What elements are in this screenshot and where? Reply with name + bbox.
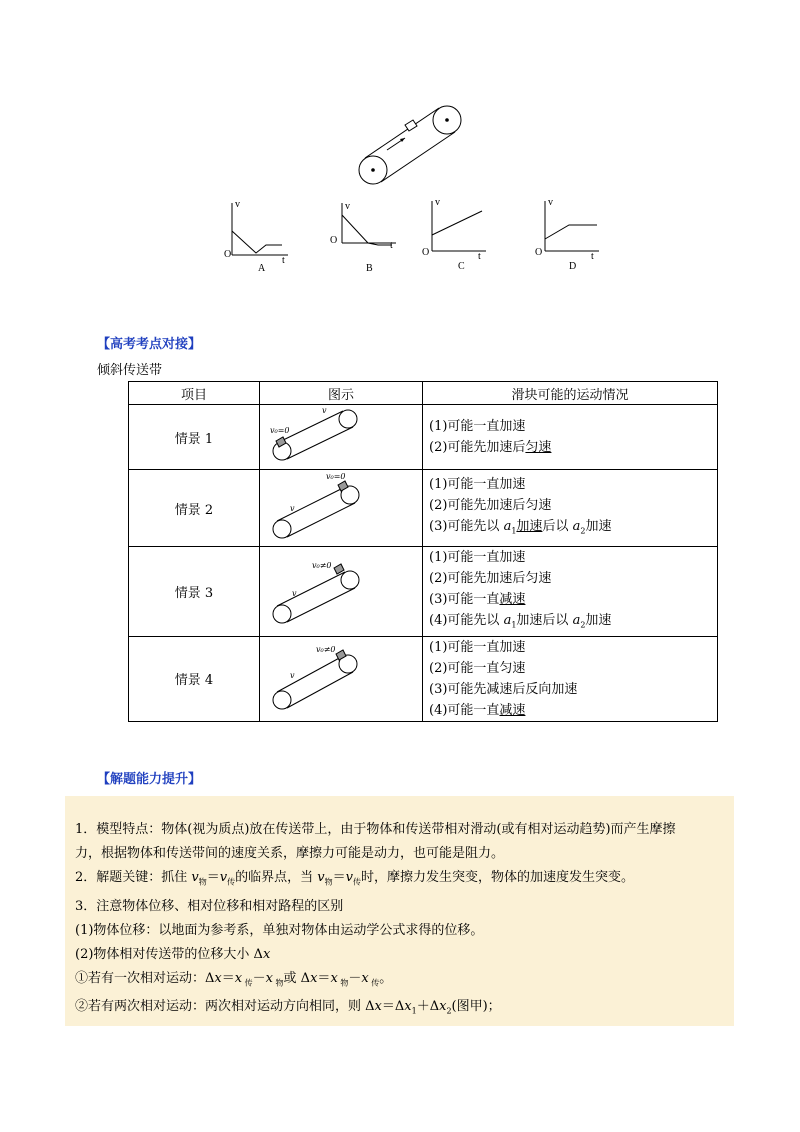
axis-v: v (548, 197, 553, 208)
section-subheading: 倾斜传送带 (97, 363, 163, 378)
graph-label: C (458, 261, 465, 272)
graph-label: D (569, 261, 577, 272)
paragraph: 2．解题关键：抓住 $v_物=v_传$的临界点，当 $v_物=v_传$时，摩擦力发生突变，物体的加速度发生突变。 (75, 870, 635, 887)
scenario-table (128, 381, 718, 722)
axis-o: O (535, 247, 543, 258)
vt-graph-d (533, 195, 605, 275)
axis-o: O (224, 249, 232, 260)
vt-graph-b (328, 195, 402, 275)
scenario-figure (260, 405, 423, 470)
scenario-name: 情景 4 (129, 636, 260, 721)
scenario-name: 情景 2 (129, 470, 260, 547)
col-header: 项目 (129, 382, 260, 405)
scenario-figure (260, 636, 423, 721)
scenario-desc: (1)可能一直加速 (2)可能先加速后匀速 (3)可能一直减速 (4)可能先以 $a_1$加速后以 $a_2$加速 (423, 547, 718, 637)
highlight-box (65, 796, 734, 1026)
axis-t: t (282, 255, 285, 266)
conveyor-figure (355, 100, 465, 190)
axis-v: v (235, 199, 240, 210)
label-v0: v₀≠0 (312, 561, 332, 571)
col-header: 图示 (260, 382, 423, 405)
label-v0: v₀=0 (270, 426, 290, 435)
paragraph: (2)物体相对传送带的位移大小 Δx (75, 946, 271, 962)
paragraph: ①若有一次相对运动：Δx＝x $_传$－x $_物$或 Δx＝x $_物$－x $_传$。 (75, 970, 393, 988)
scenario-desc: (1)可能一直加速 (2)可能一直匀速 (3)可能先减速后反向加速 (4)可能一直减速 (423, 636, 718, 721)
scenario-figure (260, 547, 423, 637)
scenario-name: 情景 1 (129, 405, 260, 470)
axis-t: t (591, 251, 594, 262)
paragraph: 3．注意物体位移、相对位移和相对路程的区别 (75, 898, 344, 914)
label-v: v (292, 589, 297, 599)
paragraph: (1)物体位移：以地面为参考系，单独对物体由运动学公式求得的位移。 (75, 922, 484, 938)
scenario-figure (260, 470, 423, 547)
paragraph: ②若有两次相对运动：两次相对运动方向相同，则 $\Delta x=\Delta x_1+\Delta x_2$(图甲)； (75, 999, 501, 1016)
label-v0: v₀≠0 (316, 644, 336, 654)
section-heading-2: 【解题能力提升】 (97, 772, 202, 787)
paragraph: 1．模型特点：物体(视为质点)放在传送带上，由于物体和传送带相对滑动(或有相对运动趋势)而产生摩擦 (75, 822, 676, 837)
axis-v: v (345, 201, 350, 212)
scenario-desc: (1)可能一直加速 (2)可能先加速后匀速 (423, 405, 718, 470)
label-v: v (322, 406, 327, 415)
section-heading: 【高考考点对接】 (97, 337, 202, 352)
scenario-name: 情景 3 (129, 547, 260, 637)
graph-label: A (258, 263, 266, 274)
vt-graph-c (420, 195, 492, 275)
col-header: 滑块可能的运动情况 (423, 382, 718, 405)
label-v0: v₀=0 (326, 472, 346, 481)
label-v: v (290, 504, 295, 513)
paragraph: 力，根据物体和传送带间的速度关系，摩擦力可能是动力，也可能是阻力。 (75, 846, 505, 861)
axis-o: O (422, 247, 430, 258)
axis-t: t (390, 240, 393, 251)
graph-label: B (366, 263, 373, 274)
scenario-desc: (1)可能一直加速 (2)可能先加速后匀速 (3)可能先以 $a_1$加速后以 $a_2$加速 (423, 470, 718, 547)
axis-t: t (478, 251, 481, 262)
axis-v: v (435, 197, 440, 208)
label-v: v (290, 670, 295, 680)
vt-graph-a (222, 195, 292, 275)
axis-o: O (330, 235, 338, 246)
